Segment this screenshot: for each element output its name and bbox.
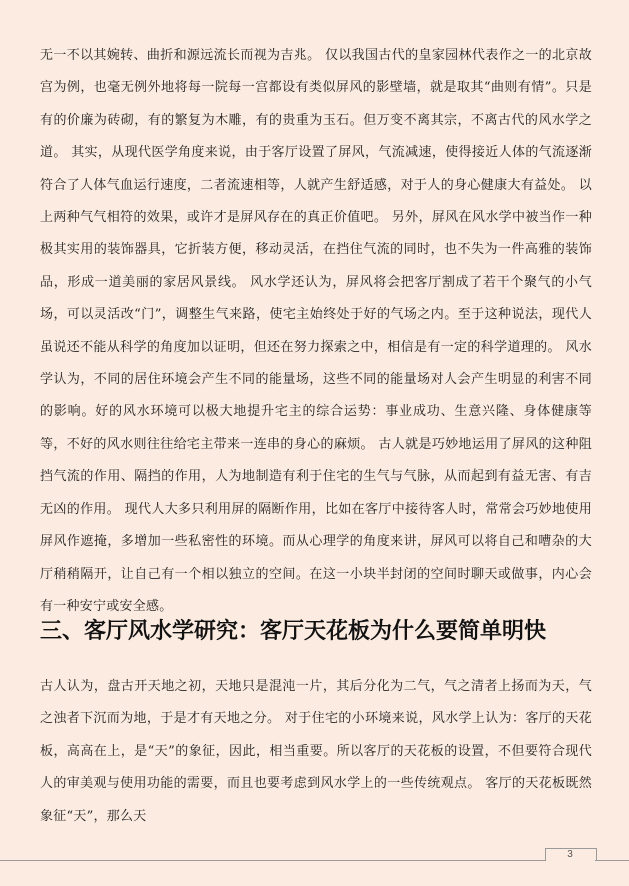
body-paragraph-2: 古人认为，盘古开天地之初，天地只是混沌一片，其后分化为二气，气之清者上扬而为天，气之浊者下沉而为地，于是才有天地之分。 对于住宅的小环境来说，风水学上认为：客厅的天花板，高高在上，是“天”的象征，因此，相当重要。所以客厅的天花板的设置，不但要符合现代人的审美观与使用功能的需要，而且也要考虑到风水学上的一些传统观点。 客厅的天花板既然象征“天”，那么天	[40, 679, 592, 824]
page-number: 3	[567, 849, 573, 860]
footer-rule	[0, 860, 545, 861]
section-heading: 三、客厅风水学研究：客厅天花板为什么要简单明快	[40, 619, 547, 644]
body-paragraph-1: 无一不以其婉转、曲折和源远流长而视为吉兆。 仅以我国古代的皇家园林代表作之一的北京故宫为例，也毫无例外地将每一院每一宫都设有类似屏风的影壁墙，就是取其“曲则有情”。只是有的价廉为砖砌，有的繁复为木雕，有的贵重为玉石。但万变不离其宗，不离古代的风水学之道。 其实，从现代医学角度来说，由于客厅设置了屏风，气流减速，使得接近人体的气流逐渐符合了人体气血运行速度，二者流速相等，人就产生舒适感，对于人的身心健康大有益处。 以上两种气气相符的效果，或许才是屏风存在的真正价值吧。 另外，屏风在风水学中被当作一种极其实用的装饰器具，它折装方便，移动灵活，在挡住气流的同时，也不失为一件高雅的装饰品，形成一道美丽的家居风景线。 风水学还认为，屏风将会把客厅割成了若干个聚气的小气场，可以灵活改“门”，调整生气来路，使宅主始终处于好的气场之内。至于这种说法，现代人虽说还不能从科学的角度加以证明，但还在努力探索之中，相信是有一定的科学道理的。 风水学认为，不同的居住环境会产生不同的能量场，这些不同的能量场对人会产生明显的利害不同的影响。好的风水环境可以极大地提升宅主的综合运势：事业成功、生意兴隆、身体健康等等，不好的风水则往往给宅主带来一连串的身心的麻烦。 古人就是巧妙地运用了屏风的这种阻挡气流的作用、隔挡的作用，人为地制造有利于住宅的生气与气脉，从而起到有益无害、有吉无凶的作用。 现代人大多只利用屏的隔断作用，比如在客厅中接待客人时，常常会巧妙地使用屏风作遮掩，多增加一些私密性的环境。而从心理学的角度来讲，屏风可以将自己和嘈杂的大厅稍稍隔开，让自己有一个相以独立的空间。在这一小块半封闭的空间时聊天或做事，内心会有一种安宁或安全感。	[40, 48, 592, 614]
footer-rule-tail	[595, 860, 629, 861]
